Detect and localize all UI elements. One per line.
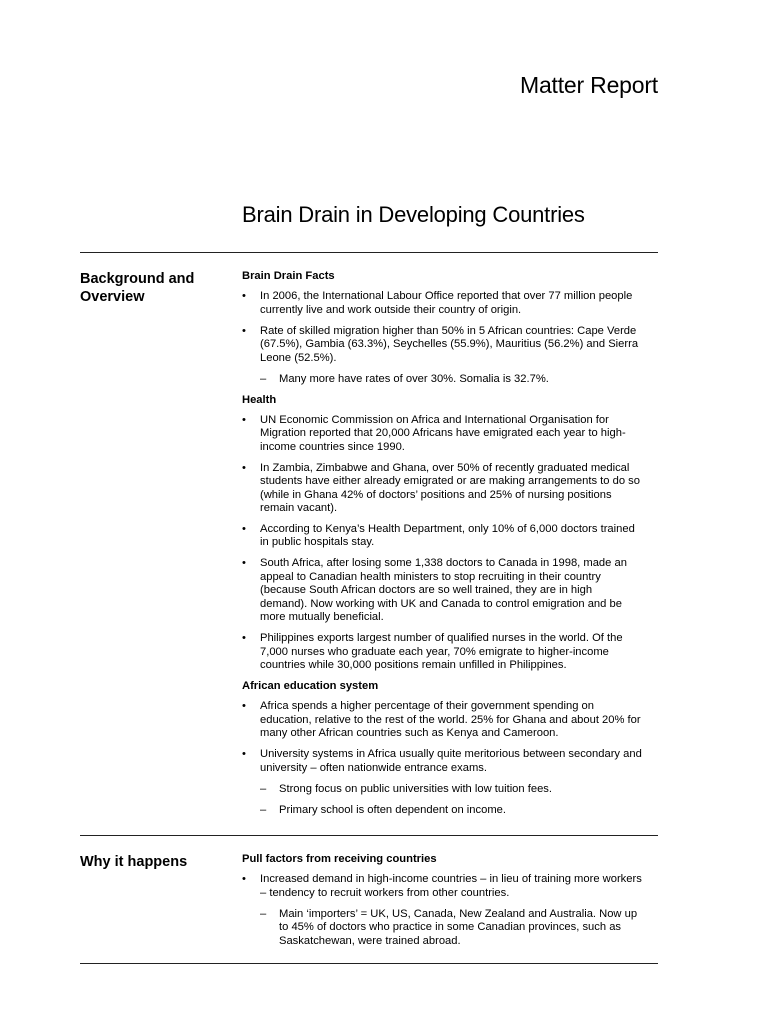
subsection-title-education: African education system: [242, 679, 379, 692]
subsection-title-pull-factors: Pull factors from receiving countries: [242, 853, 437, 865]
sub-list-item: – Strong focus on public universities with low tuition fees.: [242, 783, 642, 796]
list-item: • In Zambia, Zimbabwe and Ghana, over 50% of recently graduated medical students have either already emigrated or are making arrangements to do so (while in Ghana 42% of doctors’ positions and 25% of nursing positions remain vacant).: [242, 462, 642, 516]
report-label: Matter Report: [519, 72, 658, 98]
pull-factors-list: [242, 873, 642, 948]
list-item: • University systems in Africa usually quite meritorious between secondary and university – often nationwide entrance exams.: [242, 748, 642, 775]
document-title: Brain Drain in Developing Countries: [242, 202, 585, 227]
list-item: • Rate of skilled migration higher than 50% in 5 African countries: Cape Verde (67.5%), Gambia (63.3%), Seychelles (55.9%), Mauritius (56.2%) and Sierra Leone (52.5%).: [242, 325, 642, 365]
health-list: [242, 414, 642, 672]
sub-list-item: – Main ‘importers’ = UK, US, Canada, New Zealand and Australia. Now up to 45% of doctors who practice in some Canadian provinces, such as Saskatchewan, were trained abroad.: [242, 908, 642, 948]
education-list: [242, 700, 642, 817]
list-item: • South Africa, after losing some 1,338 doctors to Canada in 1998, made an appeal to Canadian health ministers to stop recruiting in their country (because South African doctors are so well trained, they are in high demand). Now working with UK and Canada to control emigration and be more mutually beneficial.: [242, 557, 642, 624]
section-heading: Why it happens: [80, 854, 188, 870]
section-divider: [80, 963, 658, 964]
list-item: • Philippines exports largest number of qualified nurses in the world. Of the 7,000 nurses who graduate each year, 70% emigrate to higher-income countries while 30,000 positions remain unfilled in Philippines.: [242, 632, 642, 672]
section-divider: [80, 252, 658, 253]
list-item: • According to Kenya’s Health Department, only 10% of 6,000 doctors trained in public hospitals stay.: [242, 523, 642, 550]
fact-list: [242, 290, 642, 386]
list-item: • UN Economic Commission on Africa and International Organisation for Migration reported that 20,000 Africans have emigrated each year to high-income countries since 1990.: [242, 414, 642, 454]
section-heading: Background and Overview: [80, 271, 195, 305]
list-item: • Africa spends a higher percentage of their government spending on education, relative to the rest of the world. 25% for Ghana and about 20% for many other African countries such as Kenya and Cameroon.: [242, 700, 642, 740]
sub-list-item: – Many more have rates of over 30%. Somalia is 32.7%.: [242, 373, 642, 386]
subsection-title-brain-drain-facts: Brain Drain Facts: [242, 270, 335, 282]
section-body: [242, 270, 642, 825]
section-body: [242, 853, 642, 956]
section-divider: [80, 835, 658, 836]
sub-list-item: – Primary school is often dependent on income.: [242, 804, 642, 817]
list-item: • In 2006, the International Labour Office reported that over 77 million people currently live and work outside their country of origin.: [242, 290, 642, 317]
list-item: • Increased demand in high-income countries – in lieu of training more workers – tendency to recruit workers from other countries.: [242, 873, 642, 900]
subsection-title-health: Health: [242, 393, 277, 406]
